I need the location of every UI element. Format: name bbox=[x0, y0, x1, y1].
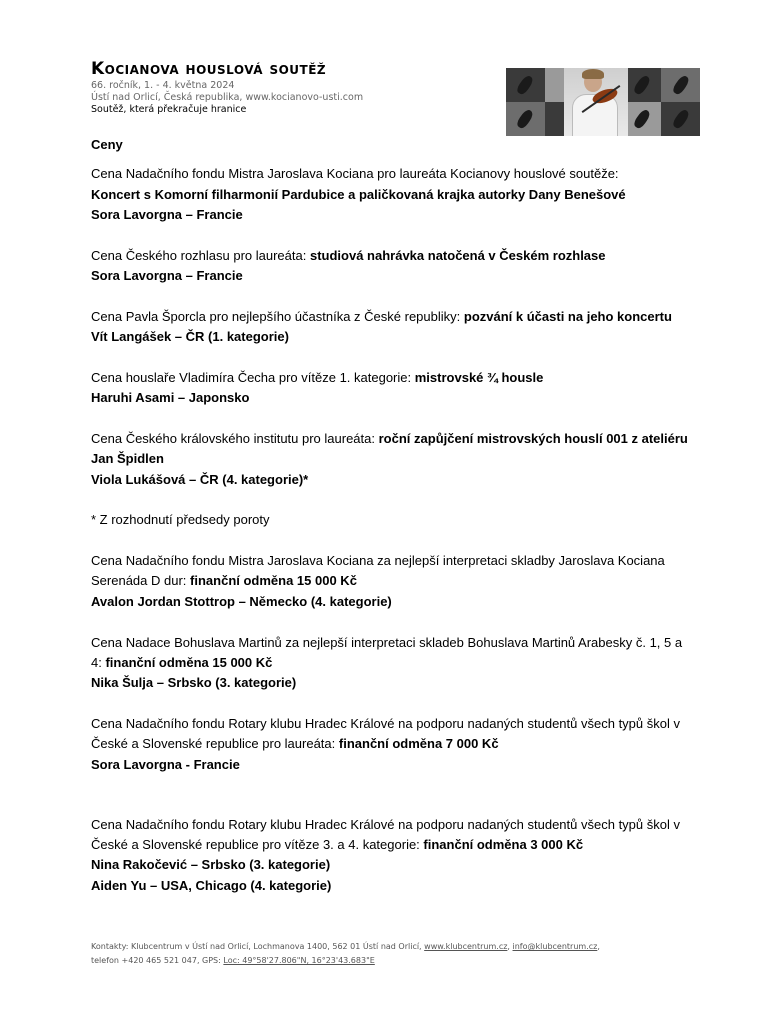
prize-award: Koncert s Komorní filharmonií Pardubice a paličkovaná krajka autorky Dany Benešové bbox=[91, 186, 626, 202]
prize-description: Cena Českého královského institutu pro laureáta: bbox=[91, 430, 375, 446]
violin-icon bbox=[516, 74, 536, 96]
contact-phone: telefon +420 465 521 047, GPS: bbox=[91, 956, 221, 965]
contact-footer: Kontakty: Klubcentrum v Ústí nad Orlicí, Lochmanova 1400, 562 01 Ústí nad Orlicí, www.klubcentrum.cz, info@klubcentrum.cz, telefon +420 465 521 047, GPS: Loc: 49°58'27.806"N, 16°23'43.683"E bbox=[91, 942, 600, 965]
prize-block bbox=[91, 307, 691, 348]
prize-block bbox=[91, 246, 691, 287]
prize-award: finanční odměna 15 000 Kč bbox=[190, 573, 357, 589]
header-banner-image bbox=[506, 68, 700, 136]
prize-block bbox=[91, 164, 691, 225]
section-heading: Ceny bbox=[91, 137, 123, 152]
violin-icon bbox=[632, 74, 652, 96]
prize-award: mistrovské ¾ housle bbox=[414, 369, 544, 385]
violin-icon bbox=[671, 108, 691, 130]
prize-block bbox=[91, 714, 691, 775]
prize-award: roční zapůjčení mistrovských houslí 001 z ateliéru Jan Špidlen bbox=[91, 430, 688, 467]
prize-winner: Sora Lavorgna – Francie bbox=[91, 267, 243, 283]
prize-block bbox=[91, 551, 691, 612]
prize-winner: Vít Langášek – ČR (1. kategorie) bbox=[91, 329, 289, 345]
prize-block bbox=[91, 815, 691, 896]
prize-winner: Sora Lavorgna - Francie bbox=[91, 756, 240, 772]
prize-award: finanční odměna 7 000 Kč bbox=[338, 736, 499, 752]
footnote-block bbox=[91, 510, 691, 530]
prize-block bbox=[91, 633, 691, 694]
prize-winner: Nina Rakočević – Srbsko (3. kategorie) bbox=[91, 857, 331, 873]
violin-icon bbox=[671, 74, 691, 96]
prize-description: Cena Nadačního fondu Mistra Jaroslava Kociana pro laureáta Kocianovy houslové soutěže: bbox=[91, 166, 619, 182]
prize-award: finanční odměna 15 000 Kč bbox=[105, 654, 273, 670]
prize-winner: Avalon Jordan Stottrop – Německo (4. kategorie) bbox=[91, 593, 392, 609]
tagline: Soutěž, která překračuje hranice bbox=[91, 104, 247, 115]
website-link[interactable]: www.klubcentrum.cz bbox=[424, 942, 508, 951]
violinist-photo bbox=[564, 68, 628, 136]
email-link[interactable]: info@klubcentrum.cz bbox=[512, 942, 598, 951]
edition-info: 66. ročník, 1. - 4. května 2024 bbox=[91, 80, 235, 91]
prize-description: Cena Nadačního fondu Rotary klubu Hradec Králové na podporu nadaných studentů všech typů škol v České a Slovenské republice pro laureáta: bbox=[91, 715, 680, 752]
prize-description: Cena Nadace Bohuslava Martinů za nejlepší interpretaci skladeb Bohuslava Martinů Arabesky č. 1, 5 a 4: bbox=[91, 634, 683, 670]
prize-winner: Haruhi Asami – Japonsko bbox=[91, 390, 250, 406]
competition-title: Kocianova houslová soutěž bbox=[91, 59, 327, 79]
violin-icon bbox=[632, 108, 652, 130]
prize-description: Cena Českého rozhlasu pro laureáta: bbox=[91, 247, 307, 263]
prize-winner-2: Aiden Yu – USA, Chicago (4. kategorie) bbox=[91, 877, 332, 893]
prizes-content bbox=[91, 135, 691, 917]
prize-description: Cena Nadačního fondu Rotary klubu Hradec Králové na podporu nadaných studentů všech typů škol v České a Slovenské republice pro vítěze 3. a 4. kategorie: bbox=[91, 816, 680, 853]
footnote: * Z rozhodnutí předsedy poroty bbox=[91, 512, 270, 528]
prize-award: finanční odměna 3 000 Kč bbox=[423, 837, 584, 853]
prize-award: pozvání k účasti na jeho koncertu bbox=[463, 308, 672, 324]
prize-winner: Viola Lukášová – ČR (4. kategorie)* bbox=[91, 471, 309, 487]
prize-block bbox=[91, 429, 691, 490]
prize-description: Cena Nadačního fondu Mistra Jaroslava Kociana za nejlepší interpretaci skladby Jaroslava Kociana Serenáda D dur: bbox=[91, 553, 665, 589]
prize-description: Cena houslaře Vladimíra Čecha pro vítěze 1. kategorie: bbox=[91, 369, 412, 385]
prize-block bbox=[91, 368, 691, 409]
prize-award: studiová nahrávka natočená v Českém rozhlase bbox=[309, 247, 606, 263]
contact-address: Kontakty: Klubcentrum v Ústí nad Orlicí, Lochmanova 1400, 562 01 Ústí nad Orlicí, bbox=[91, 942, 422, 951]
prize-winner: Nika Šulja – Srbsko (3. kategorie) bbox=[91, 675, 297, 691]
violin-icon bbox=[516, 108, 536, 130]
location-info: Ústí nad Orlicí, Česká republika, www.kocianovo-usti.com bbox=[91, 92, 364, 103]
prize-description: Cena Pavla Šporcla pro nejlepšího účastníka z České republiky: bbox=[91, 308, 461, 324]
gps-link[interactable]: Loc: 49°58'27.806"N, 16°23'43.683"E bbox=[223, 956, 375, 965]
prize-winner: Sora Lavorgna – Francie bbox=[91, 206, 243, 222]
document-header bbox=[91, 58, 511, 116]
